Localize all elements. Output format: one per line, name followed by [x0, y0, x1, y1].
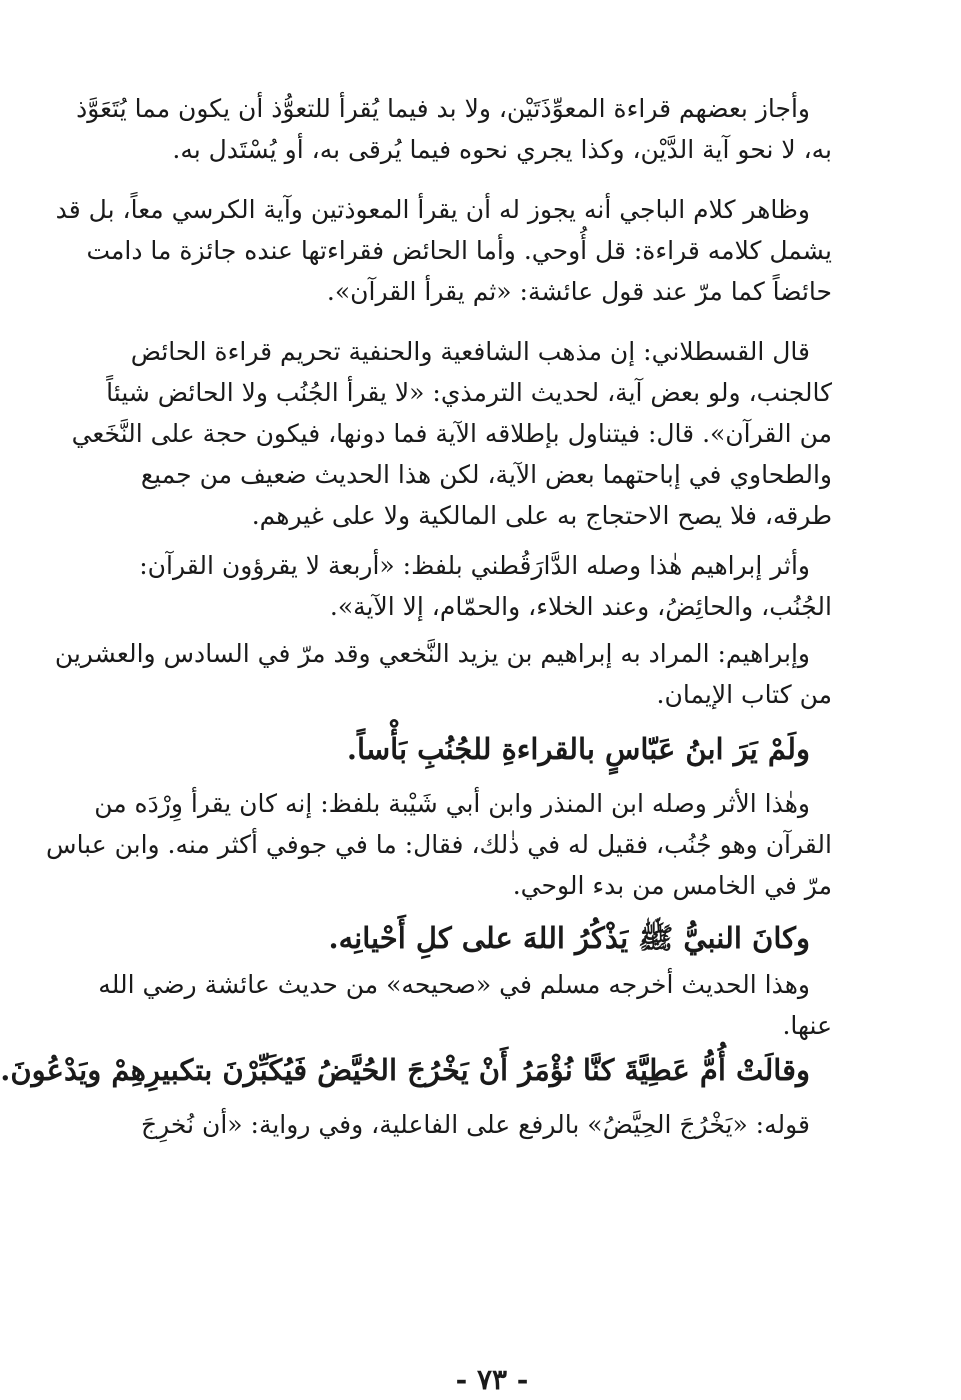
text-line: والطحاوي في إباحتهما بعض الآية، لكن هذا الحديث ضعيف من جميع [140, 460, 832, 489]
text-line: وأثر إبراهيم هٰذا وصله الدَّارَقُطني بلفظ: «أربعة لا يقرؤون القرآن: [139, 551, 810, 580]
text-line: وأجاز بعضهم قراءة المعوِّذَتَيْن، ولا بد فيما يُقرأ للتعوُّذ أن يكون مما يُتَعَوَّذ [76, 94, 810, 123]
text-line: كالجنب، ولو بعض آية، لحديث الترمذي: «لا يقرأ الجُنُب ولا الحائض شيئاً [106, 378, 832, 407]
text-line: الجُنُب، والحائِضُ، وعند الخلاء، والحمّام، إلا الآية». [329, 592, 832, 621]
text-line: قال القسطلاني: إن مذهب الشافعية والحنفية تحريم قراءة الحائض [130, 337, 810, 366]
text-line: القرآن وهو جُنُب، فقيل له في ذٰلك، فقال: ما في جوفي أكثر منه. وابن عباس [46, 830, 832, 859]
paragraph-ibn-almundhir [46, 783, 832, 906]
text-line: قوله: «يَخْرُجَ الحِيَّضُ» بالرفع على الفاعلية، وفي رواية: «أن نُخرِجَ [141, 1110, 810, 1139]
text-line: وإبراهيم: المراد به إبراهيم بن يزيد النَّخعي وقد مرّ في السادس والعشرين [54, 639, 810, 668]
paragraph-qawluhu [141, 1104, 832, 1145]
paragraph-muawwidhatayn [76, 88, 832, 170]
paragraph-ibrahim-nakhai [54, 633, 832, 715]
text-line: وهٰذا الأثر وصله ابن المنذر وابن أبي شَيْبة بلفظ: إنه كان يقرأ وِرْدَه من [94, 789, 810, 818]
text-line: عنها. [782, 1011, 832, 1040]
text-line: حائضاً كما مرّ عند قول عائشة: «ثم يقرأ القرآن». [326, 277, 832, 306]
paragraph-muslim [98, 964, 832, 1046]
hadith-heading-ibn-abbas: ولَمْ يَرَ ابنُ عَبّاسٍ بالقراءةِ للجُنُبِ بَأْساً. [346, 732, 810, 766]
text-line: وظاهر كلام الباجي أنه يجوز له أن يقرأ المعوذتين وآية الكرسي معاً، بل قد [55, 195, 810, 224]
text-line: به، لا نحو آية الدَّيْن، وكذا يجري نحوه فيما يُرقى به، أو يُسْتَدل به. [172, 135, 832, 164]
book-page [0, 88, 832, 1396]
page-number: - ٧٣ - [455, 1363, 529, 1396]
text-line: مرّ في الخامس من بدء الوحي. [512, 871, 832, 900]
text-line: من القرآن». قال: فيتناول بإطلاقه الآية فما دونها، فيكون حجة على النَّخَعي [71, 419, 832, 448]
paragraph-qastallani [71, 331, 832, 536]
hadith-heading-umm-atiyya: وقالَتْ أُمُّ عَطِيَّةَ كنَّا نُؤْمَرُ أَنْ يَخْرُجَ الحُيَّضُ فَيُكَبِّرْنَ بتكبيرِهِمْ ويَدْعُونَ. [0, 1053, 810, 1087]
text-line: من كتاب الإيمان. [656, 680, 832, 709]
text-line: وهذا الحديث أخرجه مسلم في «صحيحه» من حديث عائشة رضي الله [98, 970, 810, 999]
paragraph-ibrahim-athar [139, 545, 832, 627]
paragraph-baji [55, 189, 832, 312]
text-line: طرقه، فلا يصح الاحتجاج به على المالكية ولا على غيرهم. [251, 501, 832, 530]
text-line: يشمل كلامه قراءة: قل أُوحي. وأما الحائض فقراءتها عنده جائزة ما دامت [86, 236, 832, 265]
hadith-heading-nabi: وكانَ النبيُّ ﷺ يَذْكُرُ اللهَ على كلِ أَحْيانِه. [328, 921, 810, 955]
